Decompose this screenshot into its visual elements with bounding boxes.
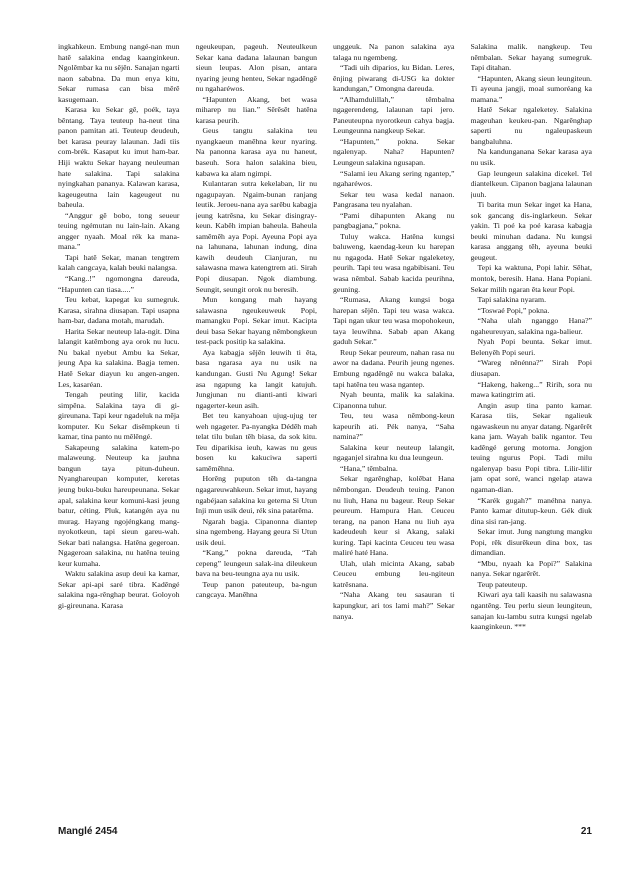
paragraph: “Pami dihapunten Akang nu pangbagjana,” pokna.	[333, 210, 455, 231]
paragraph: “Anggur gě bobo, tong seueur teuing ngémutan nu lain-lain. Akang angger nyaah. Moal rék ka mana-mana.”	[58, 210, 180, 252]
paragraph: Sekar ngarěnghap, kolěbat Hana němbongan. Deudeuh teuing. Panon nu liuh, Hana nu bageur. Reup Sekar peureum. Hampura Han. Ceuceu terang, na panon Hana nu liuh aya kadeudeuh keur si Akang, salaki kuring. Tapi kacinta Ceuceu teu wasa maliré haté Hana.	[333, 474, 455, 558]
paragraph: Sakapeung salakina katem-po malaweung. Neuteup ka jauhna bangun taya pitun-duheun. Nyanghareupan komputer, keretas jeung buku-buku hareupeunana. Sekar apal, salakina keur komuni-kasi jeung batur, céting. Pluk, katangén aya nu murag. Hayang ngojéngkang mang-nyokotkeun, tapi sieun gareu-wah. Sekar bati nalangsa. Hatěna gegeroan. Ngageroan salakina, nu hatěna teuing keur kumaha.	[58, 442, 180, 568]
paragraph: Ulah, ulah micinta Akang, sabab Ceuceu embung leu-ngiteun katrěsnana.	[333, 558, 455, 589]
paragraph: “Toswaé Popi,” pokna.	[477, 305, 550, 315]
paragraph: Horěng puputon těh da-tangna ngagareuwahkeun. Sekar imut, hayang ngabéjaan salakina ku geterna Si Utun Inji mun usik deui, rék sina patarěma.	[195, 474, 317, 516]
paragraph: Bet teu kanyahoan ujug-ujug ter weh ngageter. Pa-nyangka Déděh mah telat tilu bulan těh biasa, da sok kitu. Teu diparikisa ieuh, kawas nu geus bosen ku kakuciwa saperti saměměhna.	[195, 411, 317, 473]
paragraph: “Hapunten Akang, bet wasa miharep nu lian.” Sěrěsět hatěna karasa peurih.	[195, 94, 317, 125]
paragraph: “Salami ieu Akang sering ngantep,” ngaharéwos.	[333, 168, 455, 189]
paragraph: Tengah peuting lilir, kacida simpěna. Salakina taya di gi-gireunana. Tapi keur ngadeluk na měja komputer. Ku Sekar disěmpkeun ti kamar, tina panto nu mělěngé.	[58, 390, 180, 442]
paragraph: Kulantaran sutra kekelaban, lir nu ngagupayan. Ngaim-bunan ranjang leutik. Jeroeu-nana aya sarěbu kabagja jeung katrěsna, ku Sekar disingray-keun. Kaběh impian baheula. Baheula saměměh aya Popi. Ayeuna Popi aya na lahunana, lahunan indung, dina kawih deudeuh Cianjuran, nu salawasna mawa katengtrem ati. Sirah Popi diusapan. Ngok diambung. Seungit, seungit orok nu beresih.	[195, 179, 317, 294]
paragraph: Teu kebat, kapegat ku sumegruk. Karasa, sirahna diusapan. Tapi usapna ham-bar, dadana motah, marudah.	[58, 295, 180, 326]
paragraph: “Hana,” těmbalna.	[340, 463, 398, 473]
footer-page-number: 21	[580, 826, 592, 837]
paragraph: “Kang,” pokna dareuda, “Tah cepeng” leungeun salak-ina dileukeun bava na beu-teungna aya nu usik.	[195, 548, 317, 579]
paragraph: Mun kongang mah hayang salawasna ngeukeuweuk Popi, mamangku Popi. Sekar imut. Kacipta deui basa Sekar hayang němbongkeun test-pack positip ka salakina.	[195, 295, 317, 347]
text-column-3	[333, 42, 455, 826]
paragraph: “Karék gugah?” manéhna nanya. Panto kamar ditutup-keun. Gék diuk dina sisi ran-jang.	[470, 495, 592, 526]
paragraph: Hatě Sekar ngaleketey. Salakina mageuhan keukeu-pan. Ngarěnghap saperti nu ngaleupaskeun bangbaluhna.	[470, 105, 592, 146]
text-column-1	[58, 42, 180, 826]
paragraph: “Hapunten,” pokna. Sekar ngalenyap. Naha? Hapunten? Leungeun salakina ngusapan.	[333, 136, 455, 168]
paragraph: Ti barita mun Sekar inget ka Hana, sok gancang dis-inglarkeun. Sekar yakin. Ti poé ka poé karasa kabagja beuki minuhan dadana. Nu kungsi karasa anggang těh, ayeuna beuki geugeut.	[470, 200, 592, 262]
paragraph: Karasa ku Sekar gě, poék, taya běntang. Taya teuteup ha-neut tina panon pamitan ati. Teuteup deudeuh, bet karasa peuray lalaunan. Jadi tiis com-brék. Kasaput ku imut ham-bar. Hiji waktu Sekar hayang neuleuman hate salakina. Tapi salakina nyingkahan pananya. Kalawan karasa, kageugeutna lain kageugeut nu baheula.	[58, 105, 180, 210]
paragraph: Geus tangtu salakina teu nyangkaeun maněhna keur nyaring. Na panonna karasa aya nu haneut, baseuh. Sora halon salakina bieu, kabawa ka alam ngimpi.	[195, 126, 317, 178]
paragraph: Salakina keur neuteup lalangit, ngaganjel sirahna ku dua leungeun.	[333, 442, 455, 463]
paragraph: “Hakeng, hakeng...” Ririh, sora nu mawa katingtrim ati.	[470, 379, 592, 400]
paragraph: “Hapunten, Akang sieun leungiteun. Ti ayeuna jangji, moal sumoréang ka mamana.”	[470, 73, 592, 104]
paragraph: Waktu salakina asup deui ka kamar, Sekar api-api saré tibra. Kaděngé salakina nga-rěnghap beurat. Goloyoh gi-gireunana. Karasa	[58, 569, 180, 610]
paragraph: Sekar teu wasa kedal nanaon. Pangrasana teu nyalahan.	[333, 189, 455, 210]
paragraph: unggeuk. Na panon salakina aya talaga nu ngembeng.	[333, 42, 455, 62]
paragraph: Angin asup tina panto kamar. Karasa tiis, Sekar ngalieuk ngawaskeun nu anyar datang. Ngarěrět kana jam. Wayah balik ngantor. Teu kaděngé gerung motorna. Jongjon teuing ngurus Popi. Tadi milu ngalenyap basu Popi tibra. Lilir-lilir jam opat soré, wanci ngelap atawa ngaman-dian.	[470, 400, 592, 494]
paragraph: Na kandunganana Sekar karasa aya nu usik.	[470, 147, 592, 168]
paragraph: Teu, teu wasa němbong-keun kapeurih ati. Pék nanya, “Saha namina?”	[333, 411, 455, 442]
paragraph: “Mbu, nyaah ka Popi?” Salakina nanya. Sekar ngarěrět.	[470, 558, 592, 579]
page-footer	[58, 826, 592, 840]
paragraph: Nyah Popi beunta. Sekar imut. Belenyěh Popi seuri.	[470, 337, 592, 357]
paragraph: Ngarah bagja. Cipanonna diantep sina ngembeng. Hayang geura Si Utun usik deui.	[195, 516, 317, 547]
text-column-2	[196, 42, 318, 826]
paragraph: Kiwari aya tali kaasih nu salawasna ngantěng. Teu perlu sieun leungiteun, sanajan ku-lambu sutra kungsi ngelab kaanginkeun. ***	[470, 590, 592, 632]
paragraph: Tapi salakina nyaram.	[477, 295, 547, 305]
footer-magazine-issue: Manglé 2454	[58, 826, 118, 837]
paragraph: Teup panon pateuteup, ba-ngun cangcaya. Maněhna	[195, 579, 317, 600]
paragraph: “Naha Akang teu sasauran ti kapungkur, ari tos lami mah?” Sekar nanya.	[333, 590, 455, 621]
text-column-4	[471, 42, 593, 826]
paragraph: “Naha ulah nganggo Hana?” ngaheureuyan, salakina nga-balieur.	[470, 316, 592, 336]
paragraph: ngeukeupan, pageuh. Neuteulkeun Sekar kana dadana lalaunan bangun sieun leupas. Alon pisan, antara nyaring jeung henteu, Sekar ngaděngě nu ngaharéwos.	[195, 42, 317, 94]
paragraph: Tuluy wakca. Hatěna kungsi baluweng, kaendag-keun ku harepan nu ngagoda. Hatě Sekar ngaleketey, peurih. Tapi teu wasa ngabibisani. Teu wasa němbal. Sabab kacida peurihna, geuning.	[333, 231, 455, 294]
paragraph: Reup Sekar peureum, nahan rasa nu awor na dadana. Peurih jeung ngenes. Embung ngaděngě nu wakca balaka, tapi hatěna teu wasa ngantep.	[333, 347, 455, 389]
paragraph: Aya kabagja sějěn leuwih ti ěta, basa ngarasa aya nu usik na kandungan. Gusti Nu Agung! Sekar asa ngapung ka langit katujuh. Jungjunan nu dianti-anti kiwari ngagerter-keun asih.	[195, 347, 317, 410]
paragraph: “Tadi uih diparios, ku Bidan. Leres, ěnjing piwarang di-USG ka dokter kandungan,” Omongna dareuda.	[333, 63, 455, 94]
paragraph: “Kang..!” ngomongna dareuda, “Hapunten can tiasa.....”	[58, 274, 180, 294]
paragraph: ingkahkeun. Embung nangé-nan mun hatě salakina endag kaanginkeun. Ngolěmbar ka nu sějěn. Sanajan ngarti naon sababna. Da mun enya kitu, Sekar rumasa can bisa měrě kasugemaan.	[58, 42, 180, 104]
article-columns	[58, 42, 592, 826]
paragraph: Tepi ka waktuna, Popi lahir. Sěhat, montok, beresih. Hana. Hana Popiani. Sekar milih ngaran ěta keur Popi.	[470, 263, 592, 294]
paragraph: Sekar imut. Jung nangtung mangku Popi, rěk disurěkeun dina box, tas dimandian.	[470, 527, 592, 558]
paragraph: Harita Sekar neuteup lala-ngit. Dina lalangit katěmbong aya orok nu lucu. Nu bakal nyebut Ambu ka Sekar, jeung Apa ka salakina. Bagja temen. Hatě Sekar diayun ku angen-angen. Les, kasaréan.	[58, 326, 180, 389]
paragraph: Teup pateuteup.	[477, 579, 528, 589]
paragraph: “Rumasa, Akang kungsi boga harepan sějěn. Tapi teu wasa wakca. Tapi ngan ukur teu wasa mopohokeun, taya leuwihna. Sabab apan Akang gaduh Sekar.”	[333, 295, 455, 347]
paragraph: Salakina malik. nangkeup. Teu němbalan. Sekar hayang sumegruk. Tapi ditahan.	[470, 42, 592, 73]
paragraph: Gap leungeun salakina dicekel. Tel diantelkeun. Cipanon bagjana lalaunan juuh.	[470, 168, 592, 199]
paragraph: “Wareg něnénna?” Sirah Popi diusapan.	[470, 358, 592, 378]
paragraph: Nyah beunta, malik ka salakina. Cipanonna tuhur.	[333, 390, 455, 410]
paragraph: “Alhamdulillah,” těmbalna ngagerendeng, lalaunan tapi jero. Paneuteupna nyorotkeun cahya bagja. Leungeunna nangkeup Sekar.	[333, 94, 455, 136]
paragraph: Tapi hatě Sekar, manan tengtrem kalah cangcaya, kalah beuki nalangsa.	[58, 252, 180, 273]
